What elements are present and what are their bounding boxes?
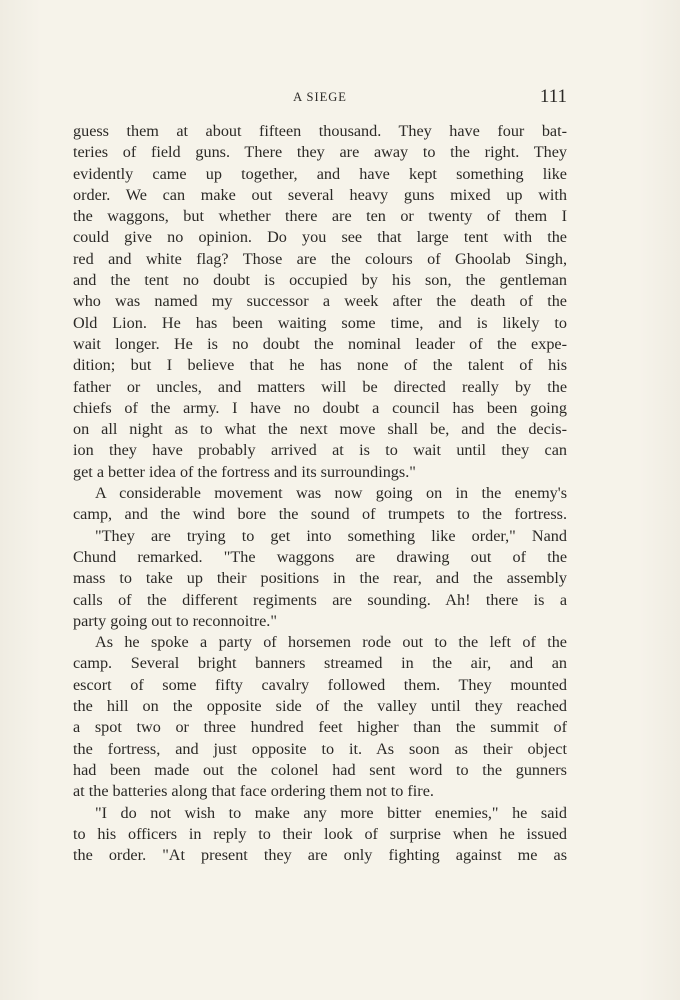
- text-line: mass to take up their positions in the rear, and the assembly: [73, 569, 567, 588]
- text-line: wait longer. He is no doubt the nominal leader of the expe-: [73, 334, 567, 353]
- text-line: who was named my successor a week after the death of the: [73, 292, 567, 311]
- running-head: [73, 86, 567, 110]
- text-line: a spot two or three hundred feet higher than the summit of: [73, 718, 567, 737]
- text-line: on all night as to what the next move shall be, and the decis-: [73, 420, 567, 439]
- page-number: 111: [539, 86, 567, 107]
- text-line: and the tent no doubt is occupied by his son, the gentleman: [73, 271, 567, 290]
- text-line: had been made out the colonel had sent word to the gunners: [73, 760, 567, 779]
- text-line: the hill on the opposite side of the valley until they reached: [73, 697, 567, 716]
- text-line: escort of some fifty cavalry followed them. They mounted: [73, 675, 567, 694]
- text-line: chiefs of the army. I have no doubt a council has been going: [73, 398, 567, 417]
- text-line: As he spoke a party of horsemen rode out to the left of the: [95, 633, 567, 652]
- text-line: Old Lion. He has been waiting some time, and is likely to: [73, 313, 567, 332]
- text-line: camp, and the wind bore the sound of trumpets to the fortress.: [73, 505, 567, 524]
- text-line: "I do not wish to make any more bitter enemies," he said: [95, 803, 567, 822]
- text-line: ion they have probably arrived at is to wait until they can: [73, 441, 567, 460]
- text-line: the fortress, and just opposite to it. As soon as their object: [73, 739, 567, 758]
- text-line: teries of field guns. There they are away to the right. They: [73, 143, 567, 162]
- text-line: red and white flag? Those are the colours of Ghoolab Singh,: [73, 249, 567, 268]
- text-line: get a better idea of the fortress and its surroundings.": [73, 462, 416, 481]
- text-line: order. We can make out several heavy guns mixed up with: [73, 185, 567, 204]
- text-line: evidently came up together, and have kept something like: [73, 164, 567, 183]
- text-line: calls of the different regiments are sounding. Ah! there is a: [73, 590, 567, 609]
- text-line: guess them at about fifteen thousand. They have four bat-: [73, 122, 567, 140]
- text-line: dition; but I believe that he has none of the talent of his: [73, 356, 567, 375]
- text-line: A considerable movement was now going on in the enemy's: [95, 484, 567, 503]
- body-text: [73, 121, 567, 866]
- text-line: to his officers in reply to their look of surprise when he issued: [73, 824, 567, 843]
- text-line: at the batteries along that face ordering them not to fire.: [73, 782, 434, 801]
- text-line: "They are trying to get into something like order," Nand: [95, 526, 567, 545]
- text-line: party going out to reconnoitre.": [73, 611, 277, 630]
- text-line: the waggons, but whether there are ten or twenty of them I: [73, 207, 567, 226]
- text-line: the order. "At present they are only fighting against me as: [73, 846, 567, 865]
- text-line: camp. Several bright banners streamed in the air, and an: [73, 654, 567, 673]
- text-line: father or uncles, and matters will be directed really by the: [73, 377, 567, 396]
- text-line: Chund remarked. "The waggons are drawing out of the: [73, 547, 567, 566]
- text-line: could give no opinion. Do you see that large tent with the: [73, 228, 567, 247]
- running-title: A SIEGE: [293, 90, 347, 104]
